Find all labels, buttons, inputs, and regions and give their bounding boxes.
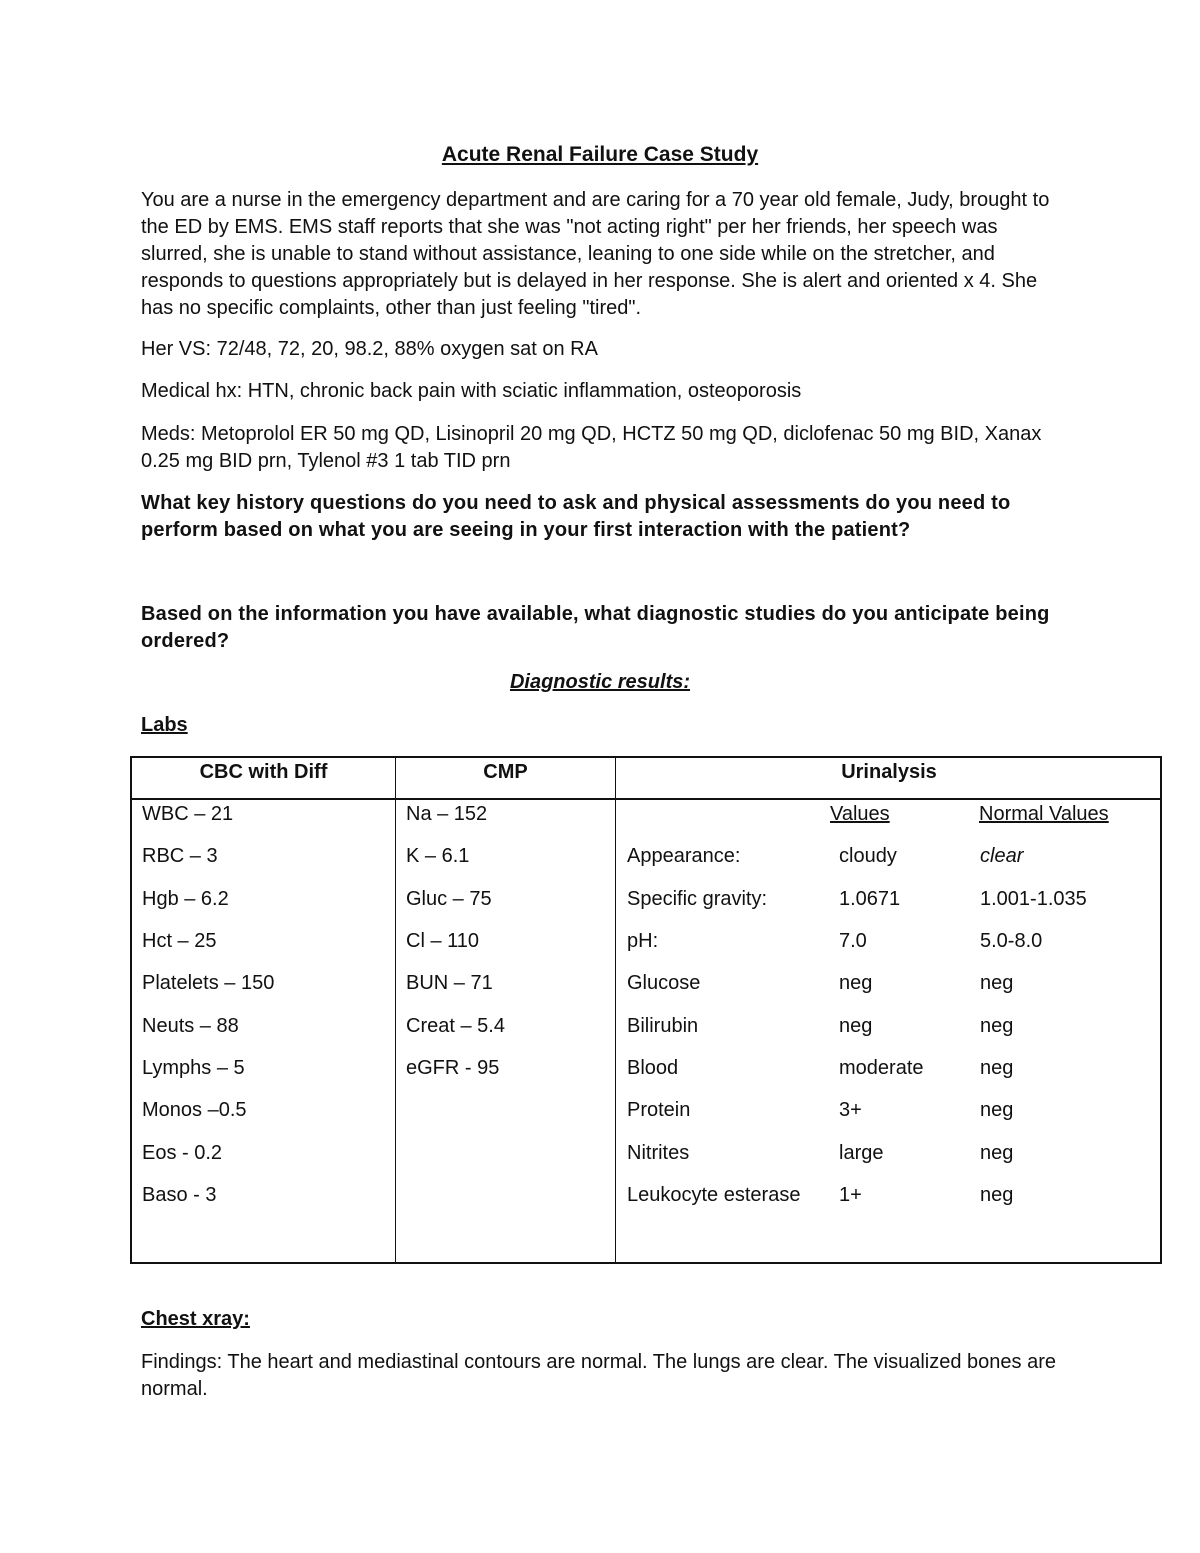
cbc-value: Platelets – 150 xyxy=(142,972,275,994)
cbc-value: WBC – 21 xyxy=(142,803,234,825)
urinalysis-value: moderate xyxy=(839,1057,924,1079)
cmp-value: Gluc – 75 xyxy=(406,888,492,910)
question-diagnostic-studies: Based on the information you have available, what diagnostic studies do you anticipate being ordered? xyxy=(141,603,1050,652)
header-divider xyxy=(132,798,1160,800)
urinalysis-test: pH: xyxy=(627,930,659,952)
column-divider xyxy=(395,758,396,1262)
urinalysis-normal: 1.001-1.035 xyxy=(980,888,1087,910)
cbc-value: RBC – 3 xyxy=(142,845,218,867)
urinalysis-value: 1.0671 xyxy=(839,888,901,910)
urinalysis-normal: 5.0-8.0 xyxy=(980,930,1043,952)
urinalysis-normal-values-header: Normal Values xyxy=(979,803,1109,825)
column-divider xyxy=(615,758,616,1262)
cmp-value: K – 6.1 xyxy=(406,845,470,867)
urinalysis-value: 1+ xyxy=(839,1184,862,1206)
urinalysis-test: Protein xyxy=(627,1099,691,1121)
urinalysis-value: cloudy xyxy=(839,845,897,867)
labs-table xyxy=(130,756,1162,1264)
urinalysis-test: Bilirubin xyxy=(627,1015,699,1037)
urinalysis-value: large xyxy=(839,1142,884,1164)
cbc-value: Hgb – 6.2 xyxy=(142,888,229,910)
urinalysis-test: Leukocyte esterase xyxy=(627,1184,801,1206)
urinalysis-value: neg xyxy=(839,972,873,994)
chest-xray-heading: Chest xray: xyxy=(141,1308,250,1330)
diagnostic-results-heading: Diagnostic results: xyxy=(509,671,691,693)
urinalysis-value: 3+ xyxy=(839,1099,862,1121)
urinalysis-normal: neg xyxy=(980,1015,1014,1037)
cmp-value: Creat – 5.4 xyxy=(406,1015,505,1037)
urinalysis-test: Nitrites xyxy=(627,1142,690,1164)
urinalysis-header: Urinalysis xyxy=(841,761,937,783)
urinalysis-normal: neg xyxy=(980,1099,1014,1121)
urinalysis-value: neg xyxy=(839,1015,873,1037)
labs-heading: Labs xyxy=(141,714,188,736)
vital-signs: Her VS: 72/48, 72, 20, 98.2, 88% oxygen sat on RA xyxy=(141,338,598,360)
case-intro: You are a nurse in the emergency department and are caring for a 70 year old female, Judy, brought to the ED by EMS. EMS staff reports that she was "not acting right" per her friends, her speech was slurred, she is unable to stand without assistance, leaning to one side while on the stretcher, and responds to questions appropriately but is delayed in her response. She is alert and oriented x 4. She has no specific complaints, other than just feeling "tired". xyxy=(141,189,1050,319)
urinalysis-normal: neg xyxy=(980,1184,1014,1206)
urinalysis-test: Glucose xyxy=(627,972,701,994)
cbc-value: Baso - 3 xyxy=(142,1184,217,1206)
medications: Meds: Metoprolol ER 50 mg QD, Lisinopril 20 mg QD, HCTZ 50 mg QD, diclofenac 50 mg BID, Xanax 0.25 mg BID prn, Tylenol #3 1 tab TID prn xyxy=(141,423,1042,472)
cmp-value: BUN – 71 xyxy=(406,972,493,994)
cmp-value: Cl – 110 xyxy=(406,930,480,952)
cmp-header: CMP xyxy=(483,761,528,783)
document-title: Acute Renal Failure Case Study xyxy=(441,143,759,166)
urinalysis-value: 7.0 xyxy=(839,930,867,952)
cmp-value: Na – 152 xyxy=(406,803,488,825)
urinalysis-test: Specific gravity: xyxy=(627,888,768,910)
urinalysis-normal: clear xyxy=(980,845,1024,867)
cbc-header: CBC with Diff xyxy=(199,761,328,783)
urinalysis-normal: neg xyxy=(980,1057,1014,1079)
cbc-value: Neuts – 88 xyxy=(142,1015,239,1037)
urinalysis-normal: neg xyxy=(980,1142,1014,1164)
chest-xray-findings: Findings: The heart and mediastinal contours are normal. The lungs are clear. The visualized bones are normal. xyxy=(141,1351,1056,1400)
cbc-value: Eos - 0.2 xyxy=(142,1142,223,1164)
urinalysis-test: Blood xyxy=(627,1057,679,1079)
urinalysis-test: Appearance: xyxy=(627,845,741,867)
urinalysis-values-header: Values xyxy=(830,803,890,825)
medical-history: Medical hx: HTN, chronic back pain with sciatic inflammation, osteoporosis xyxy=(141,380,802,402)
cbc-value: Monos –0.5 xyxy=(142,1099,247,1121)
cbc-value: Lymphs – 5 xyxy=(142,1057,245,1079)
cbc-value: Hct – 25 xyxy=(142,930,217,952)
question-history-assessment: What key history questions do you need to ask and physical assessments do you need to perform based on what you are seeing in your first interaction with the patient? xyxy=(141,492,1011,541)
urinalysis-normal: neg xyxy=(980,972,1014,994)
cmp-value: eGFR - 95 xyxy=(406,1057,500,1079)
